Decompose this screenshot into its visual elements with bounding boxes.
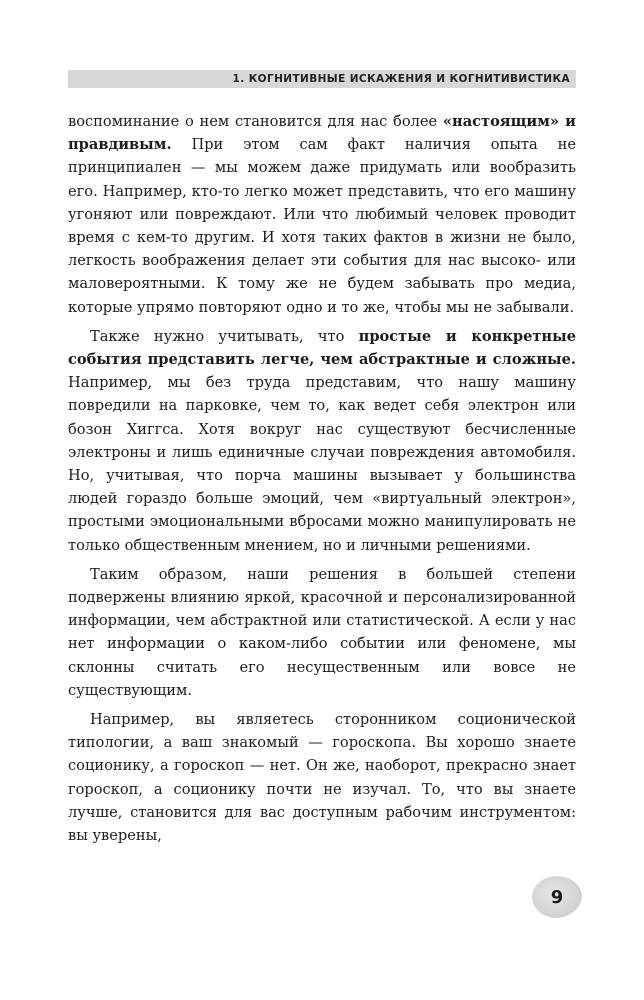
paragraph-3-run-1: Таким образом, наши решения в большей степени подвержены влиянию яркой, красочной и персонализированной информации, чем абстрактной или статистической. А если у нас нет информации о каком-либо событии или феномене, мы склонны считать его несущественным или вовсе не существующим. <box>68 565 576 699</box>
paragraph-2-run-3: Например, мы без труда представим, что нашу машину повредили на парковке, чем то, как ведет себя электрон или бозон Хиггса. Хотя вокруг нас существуют бесчисленные электроны и лишь единичные случаи повреждения автомобиля. Но, учитывая, что порча машины вызывает у большинства людей гораздо больше эмоций, чем «виртуальный электрон», простыми эмоциональными вбросами можно манипулировать не только общественным мнением, но и личными решениями. <box>68 374 576 554</box>
paragraph-4-run-1: Например, вы являетесь сторонником соционической типологии, а ваш знакомый — гороскопа. Вы хорошо знаете соционику, а гороскоп — нет. Он же, наоборот, прекрасно знает гороскоп, а соционику почти не изучал. То, что вы знаете лучше, становится для вас доступным рабочим инструментом: вы уверены, <box>68 711 576 845</box>
paragraph-2 <box>68 325 576 557</box>
page-number: 9 <box>550 886 564 908</box>
paragraph-3 <box>68 563 576 702</box>
paragraph-1-run-3: При этом сам факт наличия опыта не принципиален — мы можем даже придумать или вообразить его. Например, кто-то легко может представить, что его машину угоняют или повреждают. Или что любимый человек проводит время с кем-то другим. И хотя таких фактов в жизни не было, легкость воображения делает эти события для нас высоко- или маловероятными. К тому же не будем забывать про медиа, которые упрямо повторяют одно и то же, чтобы мы не забывали. <box>68 136 576 316</box>
page-number-badge <box>532 876 582 918</box>
running-header-title: 1. КОГНИТИВНЫЕ ИСКАЖЕНИЯ И КОГНИТИВИСТИКА <box>232 73 570 85</box>
paragraph-1 <box>68 110 576 319</box>
paragraph-1-run-2-bold: «настоящим» и правдивым. <box>68 113 576 154</box>
running-header <box>68 70 576 88</box>
body-text <box>68 110 576 847</box>
paragraph-2-run-1: Также нужно учитывать, что <box>90 327 359 345</box>
paragraph-1-run-1: воспоминание о нем становится для нас более <box>68 113 443 130</box>
paragraph-2-run-2-bold: простые и конкретные события представить легче, чем абстрактные и сложные. <box>68 327 576 369</box>
paragraph-4 <box>68 708 576 847</box>
